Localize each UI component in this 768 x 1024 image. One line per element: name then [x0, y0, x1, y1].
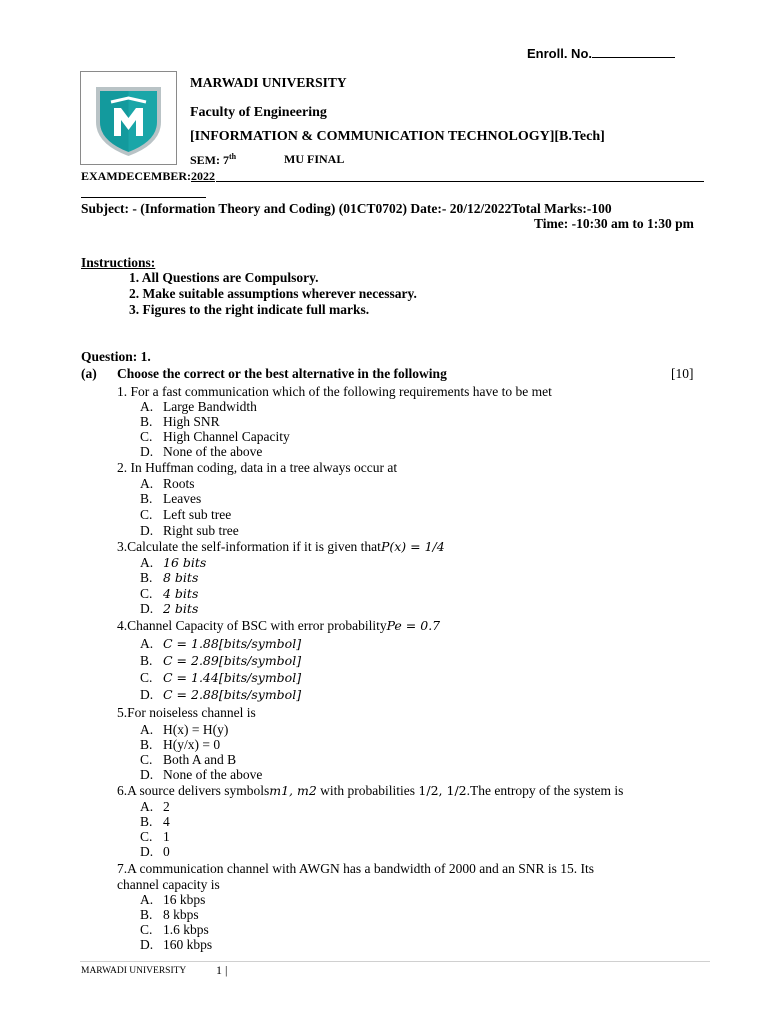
faculty-name: Faculty of Engineering: [190, 105, 327, 120]
mcq-option: B. Leaves: [140, 491, 202, 506]
header-rule-short: [81, 197, 206, 198]
mcq-option: C. 4 bits: [140, 586, 199, 601]
university-logo: [80, 71, 177, 165]
mcq-option: D. 160 kbps: [140, 937, 213, 952]
mcq-option: A. C = 1.88[bits/symbol]: [140, 636, 302, 651]
footer-divider: [80, 961, 710, 962]
mcq-option: C. Both A and B: [140, 752, 237, 767]
mcq-question: 3.Calculate the self-information if it is given thatP(x) = 1/4: [117, 539, 445, 554]
mcq-option: B. C = 2.89[bits/symbol]: [140, 653, 302, 668]
semester-label: SEM: 7th: [190, 152, 237, 167]
question-part-text: Choose the correct or the best alternative in the following: [117, 366, 447, 381]
instruction-item: 3. Figures to the right indicate full marks.: [129, 302, 370, 317]
mcq-option: D. C = 2.88[bits/symbol]: [140, 687, 302, 702]
mcq-option: B. 8 bits: [140, 570, 199, 585]
mcq-option: B. H(y/x) = 0: [140, 737, 221, 752]
header-rule: [216, 181, 704, 182]
mcq-question: 5.For noiseless channel is: [117, 705, 256, 720]
instructions-title: Instructions:: [81, 255, 156, 270]
mcq-option: A. Large Bandwidth: [140, 399, 257, 414]
mcq-option: A. 2: [140, 799, 170, 814]
question-part-label: (a): [81, 366, 97, 381]
mcq-option: C. 1: [140, 829, 170, 844]
mcq-option: B. 8 kbps: [140, 907, 199, 922]
mcq-option: A. 16 kbps: [140, 892, 206, 907]
instruction-item: 2. Make suitable assumptions wherever necessary.: [129, 286, 417, 301]
question-title: Question: 1.: [81, 349, 151, 364]
mcq-option: C. C = 1.44[bits/symbol]: [140, 670, 302, 685]
mcq-option: A. 16 bits: [140, 555, 207, 570]
mcq-question: 4.Channel Capacity of BSC with error probabilityPe = 0.7: [117, 618, 441, 633]
mcq-option: C. 1.6 kbps: [140, 922, 209, 937]
enroll-no-label: Enroll. No.: [527, 46, 675, 61]
mcq-question: 1. For a fast communication which of the following requirements have to be met: [117, 384, 552, 399]
footer-university: MARWADI UNIVERSITY: [81, 966, 187, 976]
mcq-option: C. Left sub tree: [140, 507, 232, 522]
mcq-question: 7.A communication channel with AWGN has a bandwidth of 2000 and an SNR is 15. Its: [117, 861, 594, 876]
mcq-option: D. 0: [140, 844, 170, 859]
mcq-option: A. Roots: [140, 476, 195, 491]
question-marks: [10]: [671, 366, 694, 381]
exam-month-line: EXAMDECEMBER:2022: [81, 169, 216, 183]
shield-logo-icon: [81, 72, 176, 164]
mcq-option: B. High SNR: [140, 414, 220, 429]
subject-line: Subject: - (Information Theory and Coding) (01CT0702) Date:- 20/12/2022Total Marks:-100: [81, 201, 612, 216]
exam-type: MU FINAL: [284, 152, 345, 166]
department-name: [INFORMATION & COMMUNICATION TECHNOLOGY][B.Tech]: [190, 129, 605, 144]
mcq-question: 6.A source delivers symbolsm1, m2 with probabilities 1/2, 1/2.The entropy of the system is: [117, 783, 624, 798]
exam-time: Time: -10:30 am to 1:30 pm: [534, 216, 694, 231]
mcq-question-cont: channel capacity is: [117, 877, 220, 892]
mcq-option: C. High Channel Capacity: [140, 429, 290, 444]
university-name: MARWADI UNIVERSITY: [190, 75, 347, 90]
mcq-option: D. Right sub tree: [140, 523, 239, 538]
mcq-option: D. 2 bits: [140, 601, 199, 616]
mcq-option: B. 4: [140, 814, 170, 829]
mcq-option: D. None of the above: [140, 444, 263, 459]
instruction-item: 1. All Questions are Compulsory.: [129, 270, 319, 285]
mcq-option: D. None of the above: [140, 767, 263, 782]
mcq-question: 2. In Huffman coding, data in a tree always occur at: [117, 460, 398, 475]
page-number: 1 |: [216, 963, 228, 977]
mcq-option: A. H(x) = H(y): [140, 722, 229, 737]
